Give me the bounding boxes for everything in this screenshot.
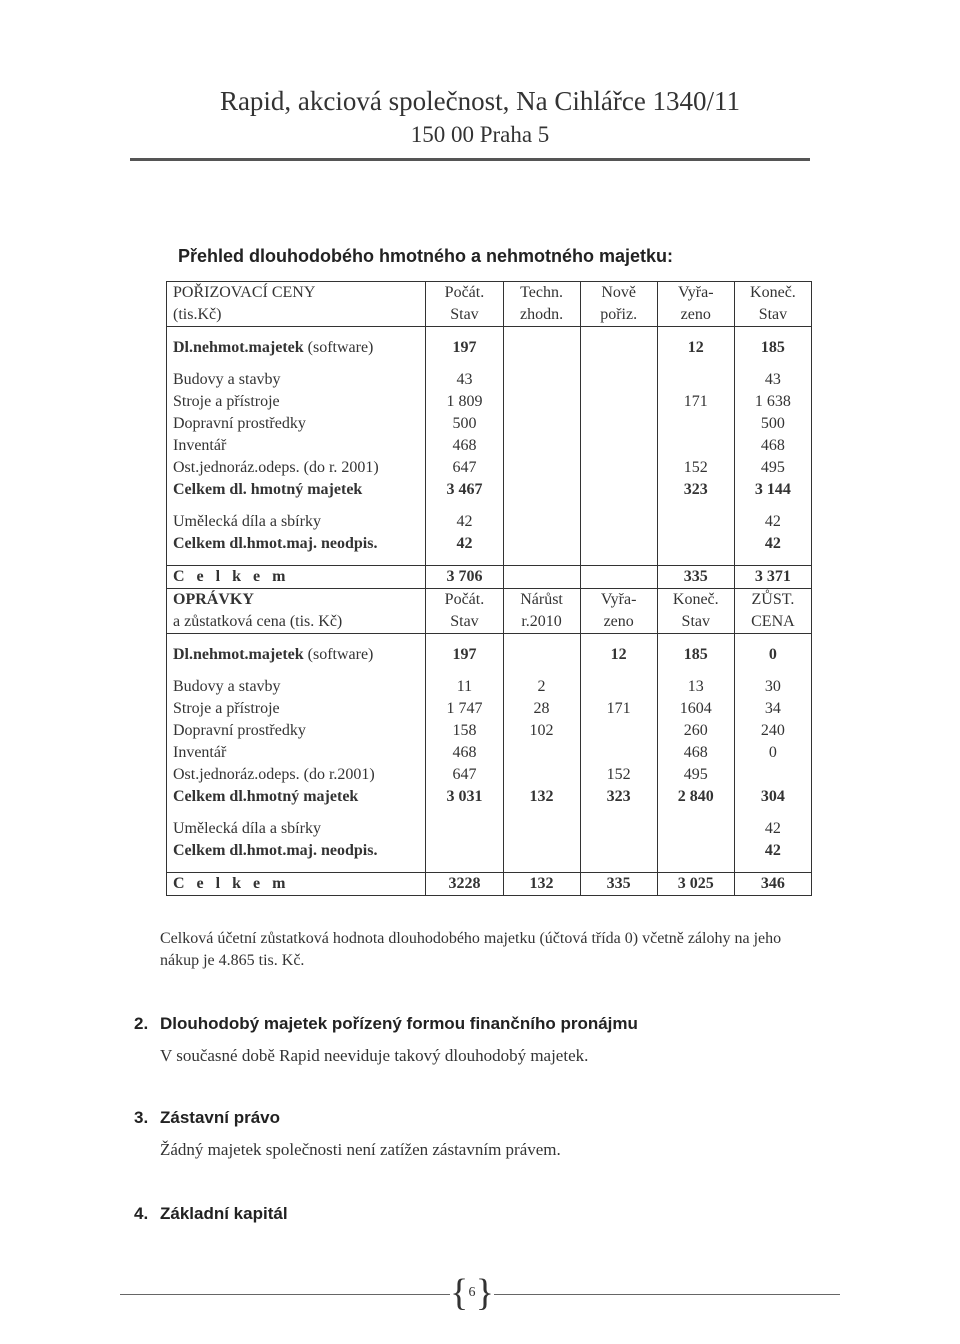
spacer-row bbox=[167, 666, 812, 676]
table-row bbox=[167, 369, 812, 391]
row-label-text: Dl.nehmot.majetek bbox=[173, 339, 304, 356]
table-row bbox=[167, 873, 812, 896]
row-label-text: Stroje a přístroje bbox=[173, 393, 280, 410]
spacer-row bbox=[167, 359, 812, 369]
value-cell bbox=[580, 479, 657, 501]
row-label bbox=[167, 337, 426, 359]
value-cell: 171 bbox=[657, 391, 734, 413]
row-label-text: Inventář bbox=[173, 437, 227, 454]
header-cell: Počát. bbox=[426, 282, 503, 305]
table-row bbox=[167, 742, 812, 764]
table-row bbox=[167, 457, 812, 479]
value-cell: 34 bbox=[764, 700, 781, 717]
value-cell bbox=[503, 644, 580, 666]
value-cell bbox=[657, 435, 734, 457]
section-number: 3. bbox=[134, 1108, 149, 1127]
value-cell: 3 371 bbox=[734, 566, 811, 589]
value-cell bbox=[580, 457, 657, 479]
header-cell: Koneč. bbox=[657, 589, 734, 612]
value-cell bbox=[580, 533, 657, 555]
row-label bbox=[167, 479, 426, 501]
value-cell bbox=[503, 511, 580, 533]
value-cell: 30 bbox=[764, 678, 781, 695]
row-label-text: Stroje a přístroje bbox=[173, 700, 280, 717]
value-cell bbox=[580, 337, 657, 359]
section-title: Dlouhodobý majetek pořízený formou finančního pronájmu bbox=[160, 1014, 638, 1033]
table-row bbox=[167, 413, 812, 435]
header-cell: POŘIZOVACÍ CENY bbox=[167, 282, 426, 305]
spacer-row bbox=[167, 555, 812, 566]
value-cell bbox=[580, 742, 657, 764]
value-cell bbox=[503, 369, 580, 391]
value-cell: 647 bbox=[426, 764, 503, 786]
row-label bbox=[167, 676, 426, 698]
header-rule bbox=[130, 158, 810, 161]
row-label-text: Celkem dl. hmotný majetek bbox=[173, 481, 363, 498]
value-cell: 0 bbox=[768, 646, 777, 663]
spacer-row bbox=[167, 327, 812, 338]
value-cell bbox=[580, 840, 657, 862]
header-cell: Nově bbox=[580, 282, 657, 305]
table-intro: Přehled dlouhodobého hmotného a nehmotného majetku: bbox=[178, 246, 673, 266]
value-cell: 158 bbox=[426, 720, 503, 742]
value-cell: 132 bbox=[503, 786, 580, 808]
value-cell: 3228 bbox=[426, 873, 503, 896]
row-label-text: Celkem dl.hmotný majetek bbox=[173, 788, 359, 805]
value-cell: 43 bbox=[426, 369, 503, 391]
value-cell: 335 bbox=[657, 566, 734, 589]
value-cell: 42 bbox=[426, 533, 503, 555]
value-cell: 3 025 bbox=[657, 873, 734, 896]
section-number: 2. bbox=[134, 1014, 149, 1033]
value-cell: 42 bbox=[426, 511, 503, 533]
value-cell: 185 bbox=[657, 644, 734, 666]
row-label bbox=[167, 786, 426, 808]
spacer-row bbox=[167, 862, 812, 873]
row-label-text: Umělecká díla a sbírky bbox=[173, 513, 321, 530]
header-cell: Koneč. bbox=[750, 284, 796, 301]
header-cell: (tis.Kč) bbox=[167, 304, 426, 327]
value-cell: 240 bbox=[760, 722, 785, 739]
section-title: Základní kapitál bbox=[160, 1204, 288, 1223]
value-cell bbox=[580, 818, 657, 840]
value-cell: 152 bbox=[580, 764, 657, 786]
row-label bbox=[167, 391, 426, 413]
value-cell: 3 706 bbox=[426, 566, 503, 589]
value-cell: 500 bbox=[426, 413, 503, 435]
header-cell: Stav bbox=[426, 611, 503, 634]
header-cell: Nárůst bbox=[503, 589, 580, 612]
value-cell bbox=[426, 818, 503, 840]
row-label-text: Celkem dl.hmot.maj. neodpis. bbox=[173, 535, 378, 552]
value-cell: 495 bbox=[760, 459, 785, 476]
header-cell: CENA bbox=[734, 611, 811, 634]
value-cell: 102 bbox=[503, 720, 580, 742]
value-cell: 3 031 bbox=[426, 786, 503, 808]
header-row bbox=[167, 282, 812, 305]
value-cell bbox=[426, 840, 503, 862]
left-brace-icon: { bbox=[450, 1272, 469, 1314]
spacer-row bbox=[167, 808, 812, 818]
row-label-text: Ost.jednoráz.odeps. (do r.2001) bbox=[173, 766, 375, 783]
value-cell bbox=[503, 533, 580, 555]
row-label bbox=[167, 566, 426, 589]
header-cell: zeno bbox=[657, 304, 734, 327]
row-label-text: Dl.nehmot.majetek bbox=[173, 646, 304, 663]
value-cell: 495 bbox=[657, 764, 734, 786]
asset-table bbox=[166, 281, 812, 896]
header-cell: Vyřa- bbox=[657, 282, 734, 305]
page-number bbox=[450, 1270, 494, 1316]
value-cell: 3 144 bbox=[754, 481, 791, 498]
table-row bbox=[167, 533, 812, 555]
section-number: 4. bbox=[134, 1204, 149, 1223]
value-cell bbox=[580, 511, 657, 533]
value-cell bbox=[580, 435, 657, 457]
value-cell bbox=[580, 676, 657, 698]
row-label-text: Budovy a stavby bbox=[173, 371, 281, 388]
value-cell: 197 bbox=[426, 337, 503, 359]
header-cell: Techn. bbox=[503, 282, 580, 305]
value-cell bbox=[503, 391, 580, 413]
section-body: Žádný majetek společnosti není zatížen zástavním právem. bbox=[160, 1140, 561, 1159]
value-cell bbox=[580, 413, 657, 435]
value-cell: 323 bbox=[580, 786, 657, 808]
value-cell bbox=[657, 840, 734, 862]
header-cell: pořiz. bbox=[580, 304, 657, 327]
value-cell: 468 bbox=[426, 742, 503, 764]
value-cell bbox=[580, 391, 657, 413]
value-cell bbox=[657, 511, 734, 533]
row-label bbox=[167, 511, 426, 533]
row-label bbox=[167, 644, 426, 666]
header-cell: OPRÁVKY bbox=[167, 589, 426, 612]
company-name: Rapid, akciová společnost, Na Cihlářce 1340/11 bbox=[219, 86, 741, 116]
row-label bbox=[167, 720, 426, 742]
row-label bbox=[167, 698, 426, 720]
footer-rule-right bbox=[494, 1294, 840, 1295]
table-row bbox=[167, 764, 812, 786]
value-cell: 28 bbox=[503, 698, 580, 720]
value-cell: 13 bbox=[657, 676, 734, 698]
value-cell: 1604 bbox=[657, 698, 734, 720]
row-label bbox=[167, 369, 426, 391]
table-row bbox=[167, 435, 812, 457]
value-cell bbox=[734, 764, 811, 786]
row-label bbox=[167, 840, 426, 862]
row-label bbox=[167, 533, 426, 555]
value-cell: 468 bbox=[657, 742, 734, 764]
value-cell bbox=[503, 337, 580, 359]
table-row bbox=[167, 676, 812, 698]
footer-rule-left bbox=[120, 1294, 450, 1295]
table-row bbox=[167, 840, 812, 862]
value-cell: 2 840 bbox=[657, 786, 734, 808]
row-label-text: Dopravní prostředky bbox=[173, 415, 306, 432]
value-cell bbox=[657, 369, 734, 391]
header-row bbox=[167, 611, 812, 634]
header-cell: ZŮST. bbox=[734, 589, 811, 612]
value-cell: 42 bbox=[764, 513, 781, 530]
row-label-suffix: (software) bbox=[307, 339, 374, 356]
value-cell bbox=[503, 457, 580, 479]
table-row bbox=[167, 644, 812, 666]
header-cell: Stav bbox=[426, 304, 503, 327]
row-label bbox=[167, 435, 426, 457]
page-number-text: 6 bbox=[468, 1285, 476, 1300]
value-cell bbox=[580, 566, 657, 589]
value-cell: 42 bbox=[764, 842, 781, 859]
row-label-text: Ost.jednoráz.odeps. (do r. 2001) bbox=[173, 459, 379, 476]
value-cell bbox=[657, 818, 734, 840]
table-row bbox=[167, 511, 812, 533]
value-cell: 1 747 bbox=[426, 698, 503, 720]
section-title: Zástavní právo bbox=[160, 1108, 280, 1127]
header-cell: r.2010 bbox=[503, 611, 580, 634]
table-row bbox=[167, 479, 812, 501]
row-label-text: Inventář bbox=[173, 744, 227, 761]
value-cell bbox=[503, 479, 580, 501]
value-cell bbox=[503, 435, 580, 457]
value-cell: 2 bbox=[503, 676, 580, 698]
header-cell: Počát. bbox=[426, 589, 503, 612]
value-cell: 43 bbox=[764, 371, 781, 388]
value-cell: 1 809 bbox=[426, 391, 503, 413]
header-row bbox=[167, 304, 812, 327]
value-cell: 42 bbox=[764, 535, 781, 552]
value-cell: 132 bbox=[503, 873, 580, 896]
value-cell bbox=[503, 566, 580, 589]
row-label-text: Budovy a stavby bbox=[173, 678, 281, 695]
value-cell bbox=[503, 840, 580, 862]
spacer-row bbox=[167, 634, 812, 645]
value-cell: 0 bbox=[768, 744, 777, 761]
table-row bbox=[167, 391, 812, 413]
row-label-text: C e l k e m bbox=[173, 875, 290, 892]
value-cell: 304 bbox=[760, 788, 785, 805]
table-row bbox=[167, 698, 812, 720]
note-text: Celková účetní zůstatková hodnota dlouhodobého majetku (účtová třída 0) včetně zálohy na jeho nákup je 4.865 tis. Kč. bbox=[160, 930, 782, 969]
table-row bbox=[167, 337, 812, 359]
value-cell bbox=[657, 413, 734, 435]
table-row bbox=[167, 720, 812, 742]
value-cell bbox=[503, 413, 580, 435]
value-cell bbox=[580, 720, 657, 742]
header-cell: Vyřa- bbox=[580, 589, 657, 612]
value-cell: 197 bbox=[426, 644, 503, 666]
value-cell bbox=[580, 369, 657, 391]
value-cell: 1 638 bbox=[754, 393, 791, 410]
header-cell: zeno bbox=[580, 611, 657, 634]
value-cell: 171 bbox=[580, 698, 657, 720]
value-cell bbox=[503, 818, 580, 840]
value-cell: 323 bbox=[657, 479, 734, 501]
value-cell bbox=[503, 764, 580, 786]
row-label bbox=[167, 413, 426, 435]
table-row bbox=[167, 566, 812, 589]
value-cell bbox=[503, 742, 580, 764]
value-cell: 12 bbox=[580, 644, 657, 666]
value-cell: 500 bbox=[760, 415, 785, 432]
right-brace-icon: } bbox=[475, 1272, 494, 1314]
row-label bbox=[167, 742, 426, 764]
row-label-suffix: (software) bbox=[307, 646, 374, 663]
spacer-row bbox=[167, 501, 812, 511]
row-label bbox=[167, 873, 426, 896]
value-cell bbox=[657, 533, 734, 555]
company-address: 150 00 Praha 5 bbox=[410, 122, 550, 147]
row-label bbox=[167, 818, 426, 840]
value-cell: 468 bbox=[426, 435, 503, 457]
value-cell: 346 bbox=[734, 873, 811, 896]
value-cell: 12 bbox=[657, 337, 734, 359]
value-cell: 42 bbox=[764, 820, 781, 837]
row-label-text: C e l k e m bbox=[173, 568, 290, 585]
value-cell: 3 467 bbox=[426, 479, 503, 501]
value-cell: 185 bbox=[760, 339, 785, 356]
value-cell: 647 bbox=[426, 457, 503, 479]
table-row bbox=[167, 786, 812, 808]
row-label bbox=[167, 457, 426, 479]
value-cell: 468 bbox=[760, 437, 785, 454]
value-cell: 152 bbox=[657, 457, 734, 479]
table-row bbox=[167, 818, 812, 840]
header-cell: Stav bbox=[734, 304, 811, 327]
section-body: V současné době Rapid neeviduje takový dlouhodobý majetek. bbox=[160, 1046, 589, 1065]
header-cell: zhodn. bbox=[503, 304, 580, 327]
value-cell: 260 bbox=[657, 720, 734, 742]
row-label-text: Dopravní prostředky bbox=[173, 722, 306, 739]
header-cell: a zůstatková cena (tis. Kč) bbox=[167, 611, 426, 634]
header-row bbox=[167, 589, 812, 612]
value-cell: 11 bbox=[426, 676, 503, 698]
value-cell: 335 bbox=[580, 873, 657, 896]
row-label-text: Celkem dl.hmot.maj. neodpis. bbox=[173, 842, 378, 859]
row-label-text: Umělecká díla a sbírky bbox=[173, 820, 321, 837]
header-cell: Stav bbox=[657, 611, 734, 634]
row-label bbox=[167, 764, 426, 786]
